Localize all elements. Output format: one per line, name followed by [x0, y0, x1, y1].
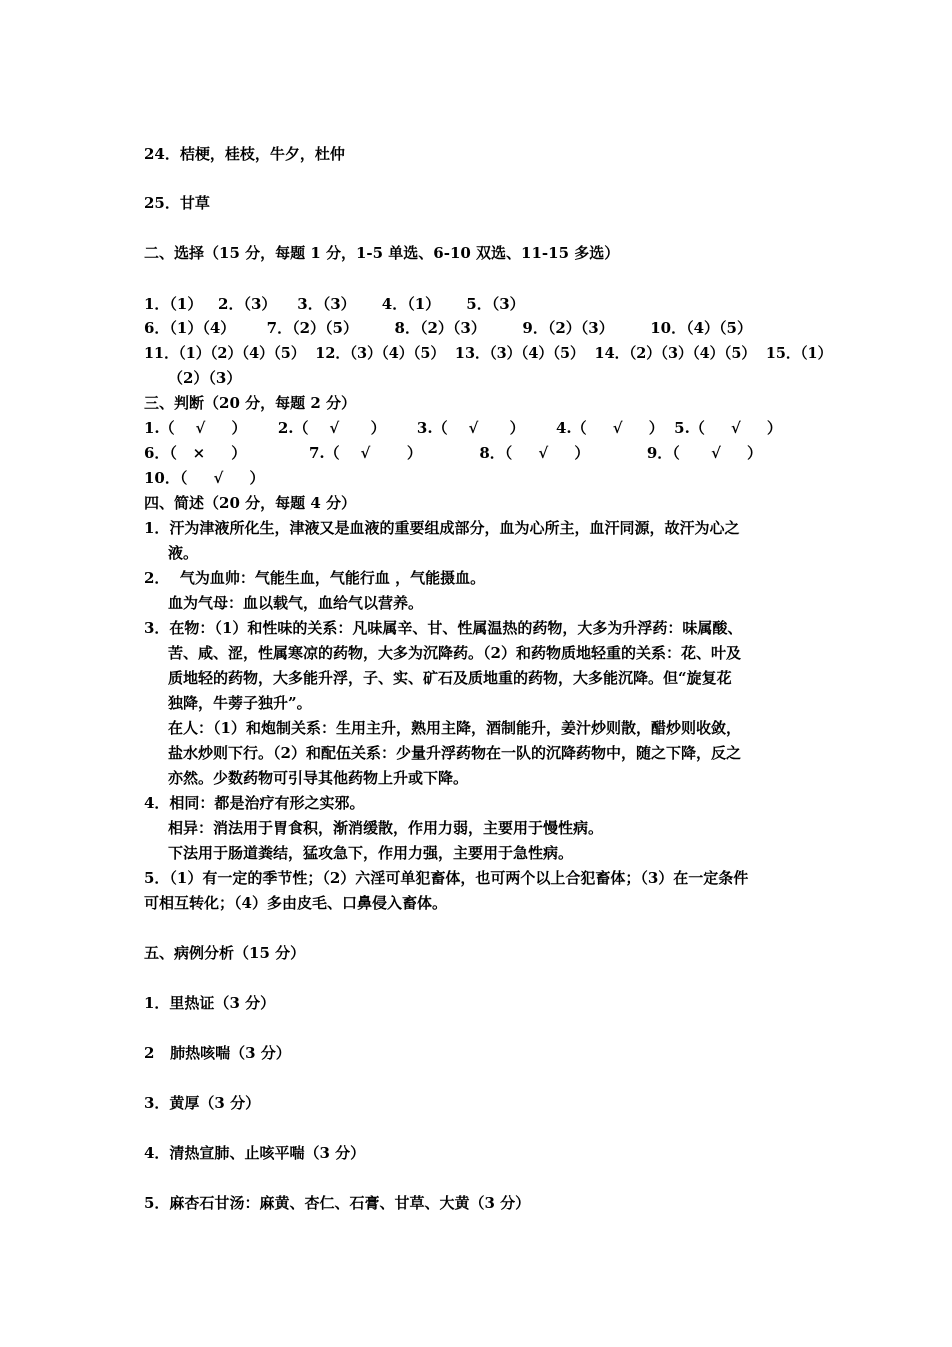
section-case-heading: 五、病例分析（15 分）	[144, 944, 306, 962]
short-answer-3-line-3: 质地轻的药物，大多能升浮，子、实、矿石及质地重的药物，大多能沉降。但“旋复花	[168, 669, 732, 687]
section-short-answer-heading: 四、简述（20 分，每题 4 分）	[144, 494, 356, 512]
choice-row-1: 1．（1） 2．（3） 3．（3） 4．（1） 5．（3）	[144, 295, 525, 313]
short-answer-5-cont: 可相互转化；（4）多由皮毛、口鼻侵入畜体。	[144, 894, 447, 912]
section-judge-heading: 三、判断（20 分，每题 2 分）	[144, 394, 356, 412]
choice-row-3: 11．（1）（2）（4）（5） 12．（3）（4）（5） 13．（3）（4）（5） 14．（2）（3）（4）（5） 15．（1）	[144, 344, 833, 362]
case-answer-1: 1．里热证（3 分）	[144, 994, 276, 1012]
case-answer-2: 2 肺热咳喘（3 分）	[144, 1044, 291, 1062]
short-answer-4-line-2: 相异：消法用于胃食积，渐消缓散，作用力弱，主要用于慢性病。	[168, 819, 604, 837]
short-answer-4: 4．相同：都是治疗有形之实邪。	[144, 794, 365, 812]
short-answer-5: 5．（1）有一定的季节性；（2）六淫可单犯畜体，也可两个以上合犯畜体；（3）在一定条件	[144, 869, 749, 887]
short-answer-3-line-6: 盐水炒则下行。（2）和配伍关系：少量升浮药物在一队的沉降药物中，随之下降，反之	[168, 744, 741, 762]
case-answer-4: 4．清热宣肺、止咳平喘（3 分）	[144, 1144, 366, 1162]
short-answer-3-line-4: 独降，牛蒡子独升”。	[168, 694, 312, 712]
section-choice-heading: 二、选择（15 分，每题 1 分，1-5 单选、6-10 双选、11-15 多选）	[144, 244, 620, 262]
judge-row-1: 1.（ √ ） 2.（ √ ） 3.（ √ ） 4.（ √ ） 5.（ √ ）	[144, 419, 782, 437]
short-answer-3: 3．在物：（1）和性味的关系：凡味属辛、甘、性属温热的药物，大多为升浮药：味属酸、	[144, 619, 743, 637]
short-answer-4-line-3: 下法用于肠道粪结，猛攻急下，作用力强，主要用于急性病。	[168, 844, 574, 862]
case-answer-3: 3．黄厚（3 分）	[144, 1094, 261, 1112]
answer-25: 25．甘草	[144, 194, 210, 212]
choice-row-3-cont: （2）（3）	[168, 369, 242, 387]
short-answer-3-line-2: 苦、咸、涩，性属寒凉的药物，大多为沉降药。（2）和药物质地轻重的关系：花、叶及	[168, 644, 741, 662]
short-answer-2-cont: 血为气母：血以载气，血给气以营养。	[168, 594, 424, 612]
short-answer-3-line-5: 在人：（1）和炮制关系：生用主升，熟用主降，酒制能升，姜汁炒则散，醋炒则收敛，	[168, 719, 741, 737]
answer-24: 24．桔梗，桂枝，牛夕，杜仲	[144, 145, 345, 163]
short-answer-3-line-7: 亦然。少数药物可引导其他药物上升或下降。	[168, 769, 469, 787]
judge-row-3: 10．（ √ ）	[144, 469, 265, 487]
short-answer-1: 1．汗为津液所化生，津液又是血液的重要组成部分，血为心所主，血汗同源，故汗为心之	[144, 519, 740, 537]
judge-row-2: 6．（ × ） 7.（ √ ） 8．（ √ ） 9．（ √ ）	[144, 444, 763, 462]
short-answer-2: 2． 气为血帅：气能生血，气能行血 ，气能摄血。	[144, 569, 486, 587]
short-answer-1-cont: 液。	[168, 544, 199, 562]
choice-row-2: 6．（1）（4） 7．（2）（5） 8．（2）（3） 9．（2）（3） 10．（4）（5）	[144, 319, 752, 337]
case-answer-5: 5．麻杏石甘汤：麻黄、杏仁、石膏、甘草、大黄（3 分）	[144, 1194, 531, 1212]
